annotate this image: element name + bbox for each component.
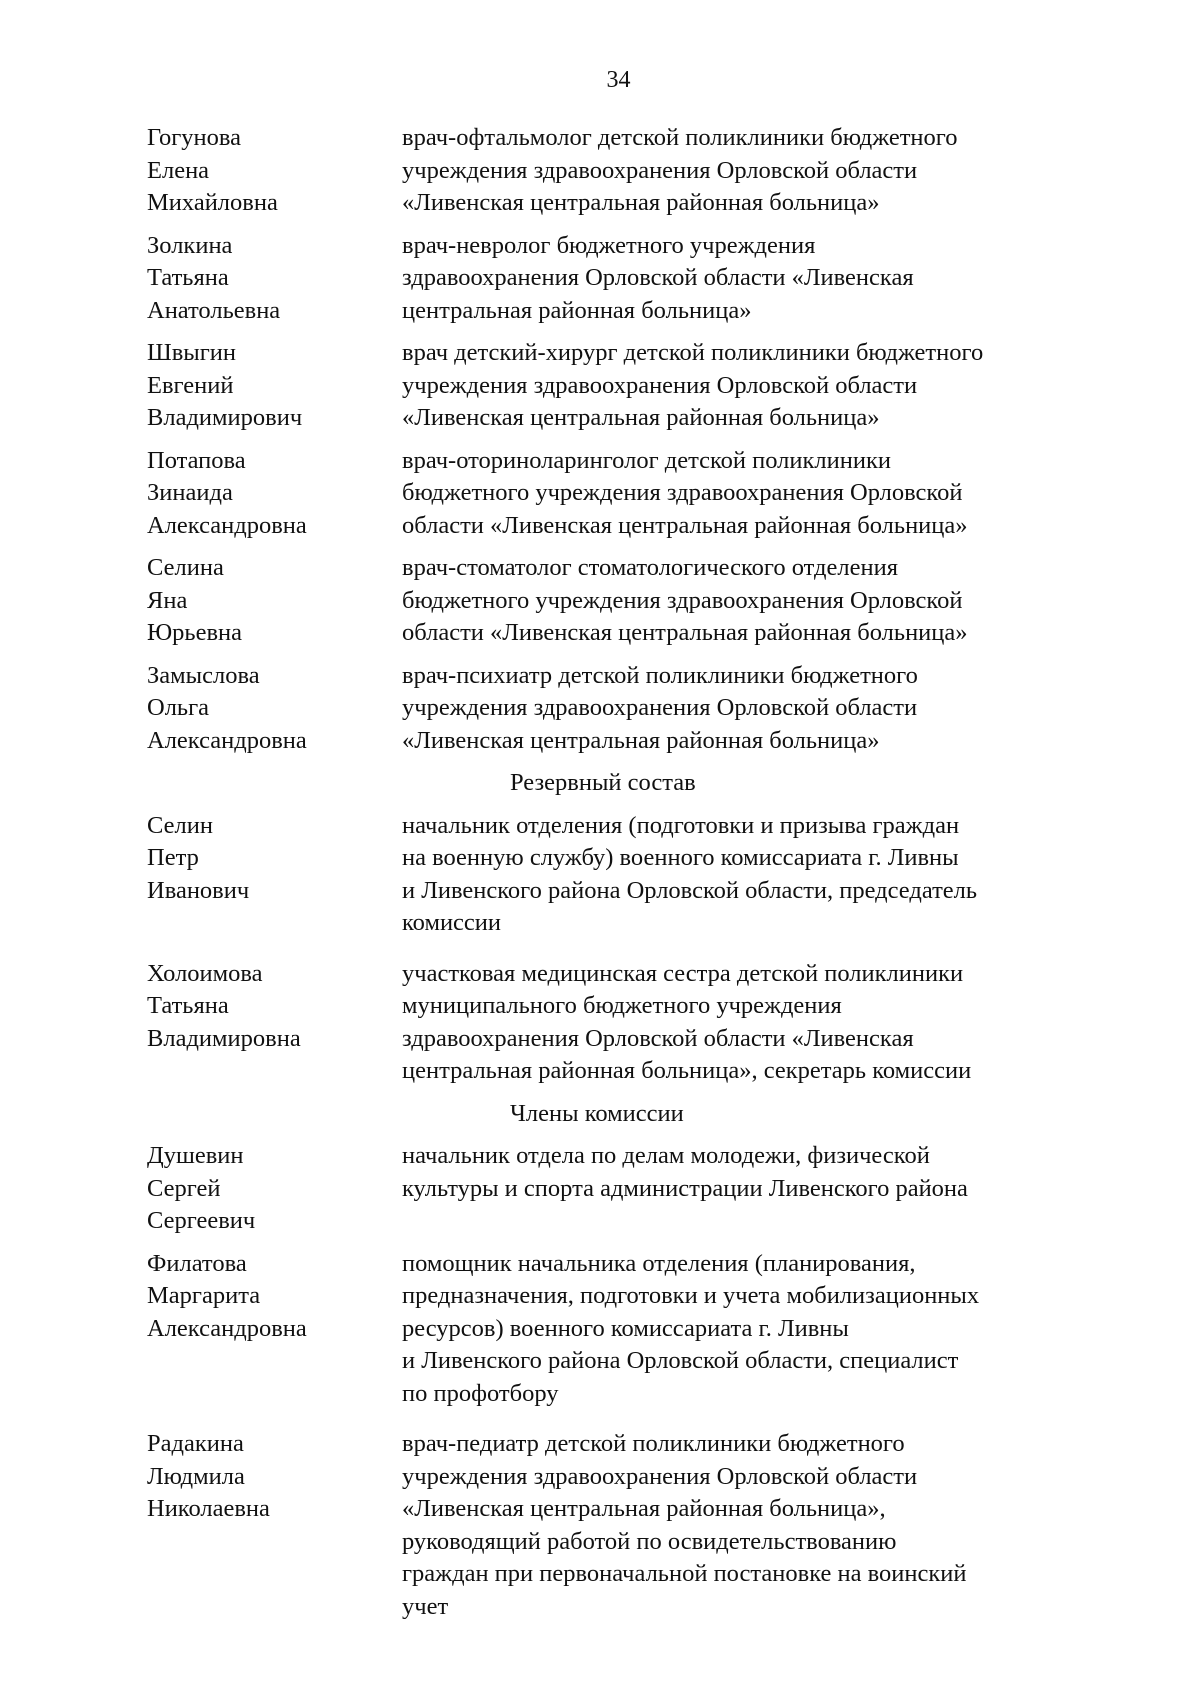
first-name: Сергей — [147, 1174, 221, 1202]
first-name: Ольга — [147, 694, 210, 721]
surname: Филатова — [147, 1249, 247, 1277]
person-name — [0, 958, 402, 1088]
surname: Золкина — [147, 231, 233, 259]
position-line: области «Ливенская центральная районная больница» — [402, 511, 968, 539]
patronymic: Иванович — [147, 876, 250, 904]
patronymic: Анатольевна — [147, 296, 281, 324]
person-entry — [0, 1428, 1200, 1623]
position-line: помощник начальника отделения (планирования, — [402, 1249, 916, 1277]
position-line: «Ливенская центральная районная больница», — [402, 1495, 886, 1522]
section-title-reserve: Резервный состав — [510, 769, 696, 796]
surname: Потапова — [147, 446, 246, 474]
position-line: бюджетного учреждения здравоохранения Орловской — [402, 479, 963, 506]
position-line: руководящий работой по освидетельствованию — [402, 1527, 897, 1555]
patronymic: Александровна — [147, 726, 307, 754]
first-name: Татьяна — [147, 264, 229, 291]
person-position — [402, 810, 1102, 940]
position-line: учет — [402, 1592, 449, 1620]
surname: Гогунова — [147, 124, 242, 151]
position-line: учреждения здравоохранения Орловской области — [402, 156, 918, 184]
person-name — [0, 1248, 402, 1411]
position-line: муниципального бюджетного учреждения — [402, 992, 842, 1019]
position-line: ресурсов) военного комиссариата г. Ливны — [402, 1314, 849, 1342]
position-line: здравоохранения Орловской области «Ливенская — [402, 264, 914, 291]
position-line: культуры и спорта администрации Ливенского района — [402, 1174, 968, 1202]
page-number: 34 — [606, 67, 631, 93]
person-name — [0, 337, 402, 435]
document-content — [0, 122, 1200, 1623]
position-line: комиссии — [402, 909, 502, 936]
surname: Холоимова — [147, 959, 263, 987]
surname: Радакина — [147, 1430, 244, 1457]
patronymic: Владимирович — [147, 404, 303, 431]
person-name — [0, 552, 402, 650]
position-line: врач-психиатр детской поликлиники бюджетного — [402, 661, 918, 689]
position-line: учреждения здравоохранения Орловской области — [402, 694, 918, 721]
first-name: Елена — [147, 156, 210, 184]
surname: Селина — [147, 554, 224, 581]
person-position — [402, 552, 1102, 650]
position-line: центральная районная больница», секретарь комиссии — [402, 1057, 972, 1084]
person-position — [402, 660, 1102, 758]
position-line: здравоохранения Орловской области «Ливенская — [402, 1024, 914, 1052]
surname: Швыгин — [147, 339, 237, 366]
position-line: врач-невролог бюджетного учреждения — [402, 231, 816, 259]
person-position — [402, 230, 1102, 328]
patronymic: Михайловна — [147, 189, 278, 216]
first-name: Зинаида — [147, 479, 233, 506]
first-name: Петр — [147, 844, 199, 871]
person-name — [0, 1140, 402, 1238]
position-line: граждан при первоначальной постановке на воинский — [402, 1560, 967, 1587]
surname: Душевин — [147, 1142, 244, 1169]
person-name — [0, 122, 402, 220]
position-line: предназначения, подготовки и учета мобилизационных — [402, 1282, 980, 1309]
person-entry — [0, 958, 1200, 1088]
person-position — [402, 1428, 1102, 1623]
person-entry — [0, 1140, 1200, 1238]
surname: Замыслова — [147, 661, 260, 689]
patronymic: Юрьевна — [147, 619, 243, 646]
position-line: бюджетного учреждения здравоохранения Орловской — [402, 586, 963, 614]
person-name — [0, 445, 402, 543]
position-line: «Ливенская центральная районная больница» — [402, 189, 880, 216]
position-line: по профотбору — [402, 1379, 559, 1407]
position-line: на военную службу) военного комиссариата г. Ливны — [402, 844, 959, 871]
position-line: врач-оториноларинголог детской поликлиники — [402, 446, 891, 474]
first-name: Татьяна — [147, 992, 229, 1019]
person-position — [402, 1248, 1102, 1411]
position-line: врач-офтальмолог детской поликлиники бюджетного — [402, 124, 958, 151]
position-line: начальник отдела по делам молодежи, физической — [402, 1142, 930, 1169]
position-line: центральная районная больница» — [402, 296, 752, 324]
patronymic: Сергеевич — [147, 1207, 256, 1234]
person-entry — [0, 122, 1200, 220]
position-line: и Ливенского района Орловской области, председатель — [402, 876, 978, 904]
person-entry — [0, 660, 1200, 758]
first-name: Маргарита — [147, 1282, 261, 1309]
position-line: врач детский-хирург детской поликлиники бюджетного — [402, 339, 984, 366]
person-entry — [0, 230, 1200, 328]
person-position — [402, 958, 1102, 1088]
person-position — [402, 1140, 1102, 1238]
section-title-members: Члены комиссии — [510, 1099, 684, 1127]
patronymic: Владимировна — [147, 1024, 301, 1052]
person-entry — [0, 810, 1200, 940]
person-entry — [0, 445, 1200, 543]
person-position — [402, 122, 1102, 220]
person-entry — [0, 337, 1200, 435]
position-line: учреждения здравоохранения Орловской области — [402, 1462, 918, 1490]
patronymic: Николаевна — [147, 1495, 270, 1522]
position-line: «Ливенская центральная районная больница» — [402, 404, 880, 431]
surname: Селин — [147, 811, 213, 839]
person-entry — [0, 1248, 1200, 1411]
person-entry — [0, 552, 1200, 650]
first-name: Евгений — [147, 371, 234, 399]
person-name — [0, 230, 402, 328]
position-line: и Ливенского района Орловской области, специалист — [402, 1347, 959, 1374]
patronymic: Александровна — [147, 511, 307, 539]
position-line: учреждения здравоохранения Орловской области — [402, 371, 918, 399]
position-line: врач-педиатр детской поликлиники бюджетного — [402, 1430, 905, 1457]
first-name: Яна — [147, 586, 188, 614]
person-name — [0, 1428, 402, 1623]
person-name — [0, 810, 402, 940]
position-line: начальник отделения (подготовки и призыва граждан — [402, 811, 960, 839]
person-position — [402, 445, 1102, 543]
person-name — [0, 660, 402, 758]
first-name: Людмила — [147, 1462, 245, 1490]
position-line: врач-стоматолог стоматологического отделения — [402, 554, 898, 581]
person-position — [402, 337, 1102, 435]
position-line: области «Ливенская центральная районная больница» — [402, 619, 968, 646]
patronymic: Александровна — [147, 1314, 307, 1342]
position-line: участковая медицинская сестра детской поликлиники — [402, 959, 964, 987]
position-line: «Ливенская центральная районная больница» — [402, 726, 880, 754]
